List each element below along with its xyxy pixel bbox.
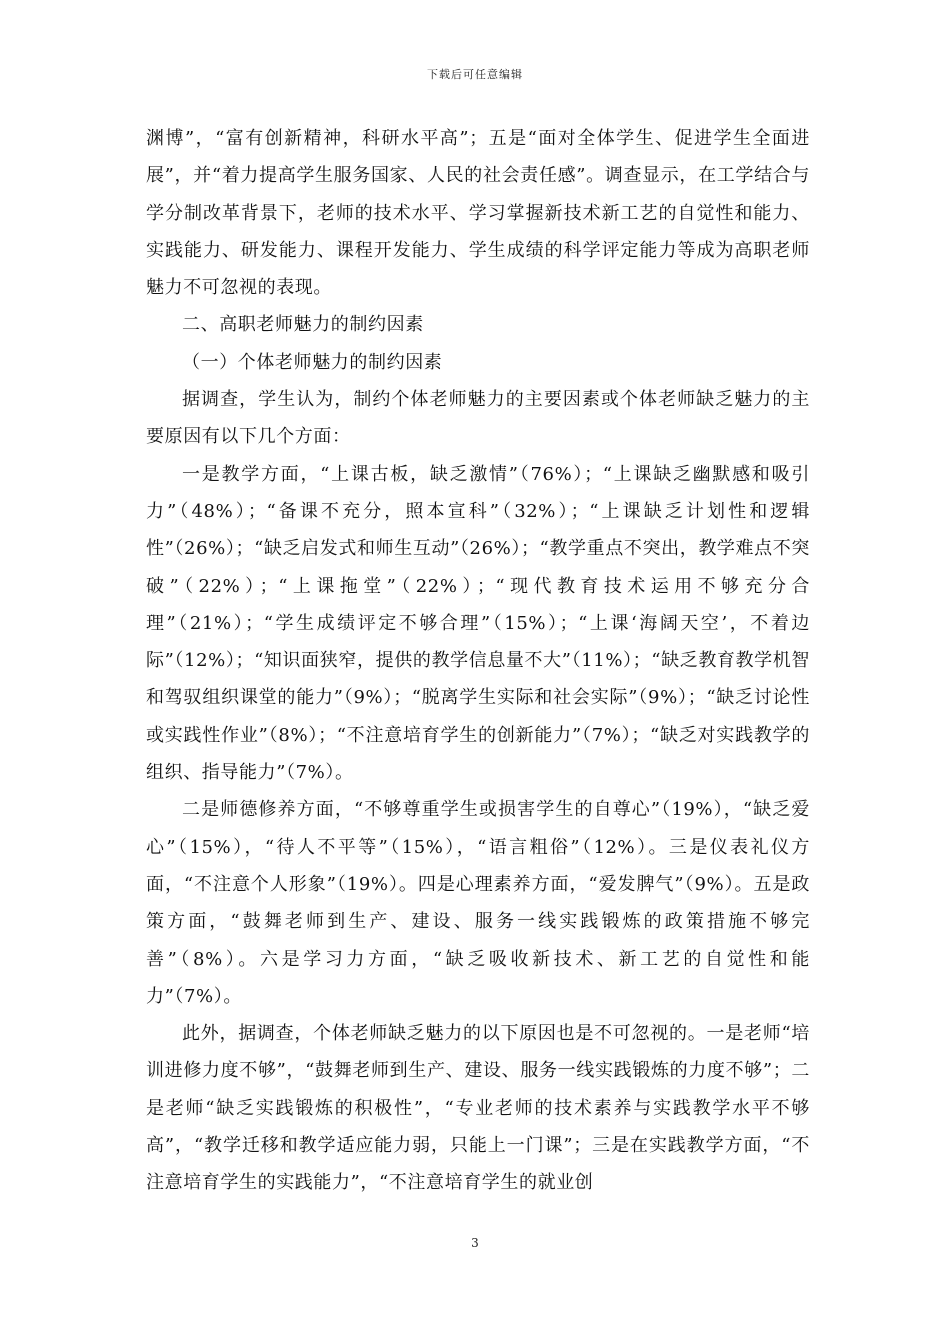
section-heading: 二、高职老师魅力的制约因素 (182, 314, 424, 336)
paragraph-survey: 据调查，学生认为，制约个体老师魅力的主要因素或个体老师缺乏魅力的主要原因有以下几个方面： (146, 389, 810, 448)
page-header: 下载后可任意编辑 (427, 68, 523, 81)
paragraph-additional: 此外，据调查，个体老师缺乏魅力的以下原因也是不可忽视的。一是老师“培训进修力度不够”，“鼓舞老师到生产、建设、服务一线实践锻炼的力度不够”；二是老师“缺乏实践锻炼的积极性”，“专业老师的技术素养与实践教学水平不够高”，“教学迁移和教学适应能力弱，只能上一门课”；三是在实践教学方面，“不注意培育学生的实践能力”，“不注意培育学生的就业创 (146, 1023, 810, 1194)
subsection-heading: （一）个体老师魅力的制约因素 (182, 351, 443, 373)
paragraph-teaching: 一是教学方面，“上课古板，缺乏激情”（76%）；“上课缺乏幽默感和吸引力”（48%）；“备课不充分，照本宣科”（32%）；“上课缺乏计划性和逻辑性”（26%）；“缺乏启发式和师生互动”（26%）；“教学重点不突出，教学难点不突破”（22%）；“上课拖堂”（22%）；“现代教育技术运用不够充分合理”（21%）；“学生成绩评定不够合理”（15%）；“上课‘海阔天空’，不着边际”（12%）；“知识面狭窄，提供的教学信息量不大”（11%）；“缺乏教育教学机智和驾驭组织课堂的能力”（9%）；“脱离学生实际和社会实际”（9%）；“缺乏讨论性或实践性作业”（8%）；“不注意培育学生的创新能力”（7%）；“缺乏对实践教学的组织、指导能力”（7%）。 (146, 463, 810, 784)
paragraph-continued: 渊博”，“富有创新精神，科研水平高”；五是“面对全体学生、促进学生全面进展”，并“着力提高学生服务国家、人民的社会责任感”。调查显示，在工学结合与学分制改革背景下，老师的技术水平、学习掌握新技术新工艺的自觉性和能力、实践能力、研发能力、课程开发能力、学生成绩的科学评定能力等成为高职老师魅力不可忽视的表现。 (146, 128, 810, 299)
document-body (146, 120, 810, 1202)
paragraph-ethics: 二是师德修养方面，“不够尊重学生或损害学生的自尊心”（19%），“缺乏爱心”（15%），“待人不平等”（15%），“语言粗俗”（12%）。三是仪表礼仪方面，“不注意个人形象”（19%）。四是心理素养方面，“爱发脾气”（9%）。五是政策方面，“鼓舞老师到生产、建设、服务一线实践锻炼的政策措施不够完善”（8%）。六是学习力方面，“缺乏吸收新技术、新工艺的自觉性和能力”（7%）。 (146, 799, 810, 1007)
page-number: 3 (471, 1236, 479, 1250)
